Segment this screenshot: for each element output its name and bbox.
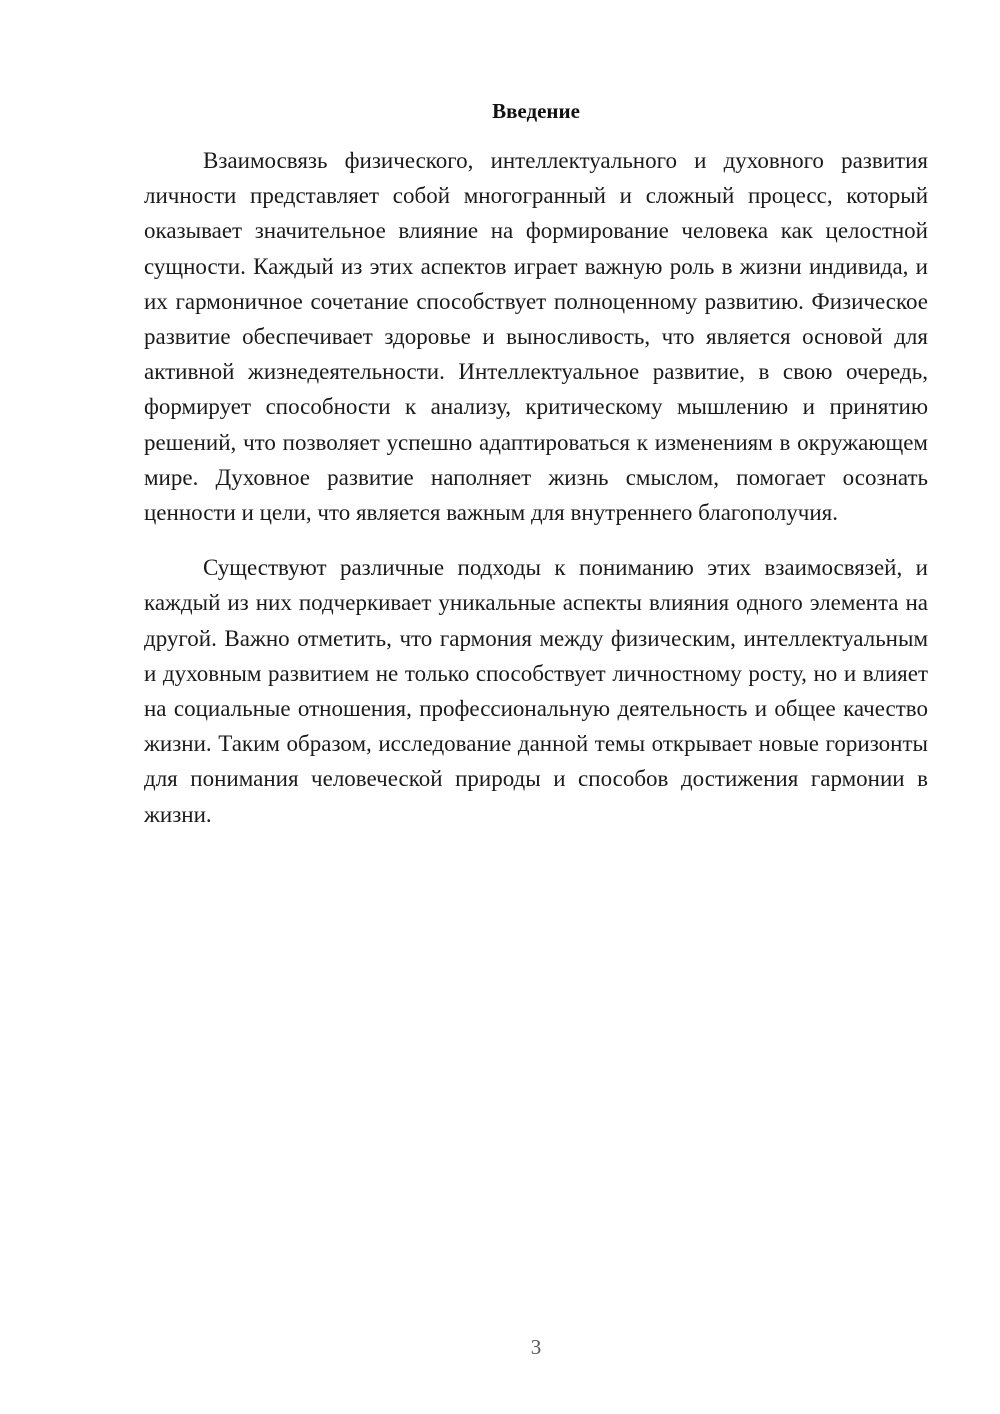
paragraph-2: Существуют различные подходы к пониманию этих взаимосвязей, и каждый из них подчеркивает уникальные аспекты влияния одного элемента на другой. Важно отметить, что гармония между физическим, интеллектуальным и духовным развитием не только способствует личностному росту, но и влияет на социальные отношения, профессиональную деятельность и общее качество жизни. Таким образом, исследование данной темы открывает новые горизонты для понимания человеческой природы и способов достижения гармонии в жизни. [144, 555, 928, 827]
paragraph-1: Взаимосвязь физического, интеллектуального и духовного развития личности представляет собой многогранный и сложный процесс, который оказывает значительное влияние на формирование человека как целостной сущности. Каждый из этих аспектов играет важную роль в жизни индивида, и их гармоничное сочетание способствует полноценному развитию. Физическое развитие обеспечивает здоровье и выносливость, что является основой для активной жизнедеятельности. Интеллектуальное развитие, в свою очередь, формирует способности к анализу, критическому мышлению и принятию решений, что позволяет успешно адаптироваться к изменениям в окружающем мире. Духовное развитие наполняет жизнь смыслом, помогает осознать ценности и цели, что является важным для внутреннего благополучия. [144, 148, 928, 526]
page-number: 3 [530, 1335, 542, 1359]
section-heading: Введение [492, 99, 580, 123]
body-text [144, 143, 928, 832]
